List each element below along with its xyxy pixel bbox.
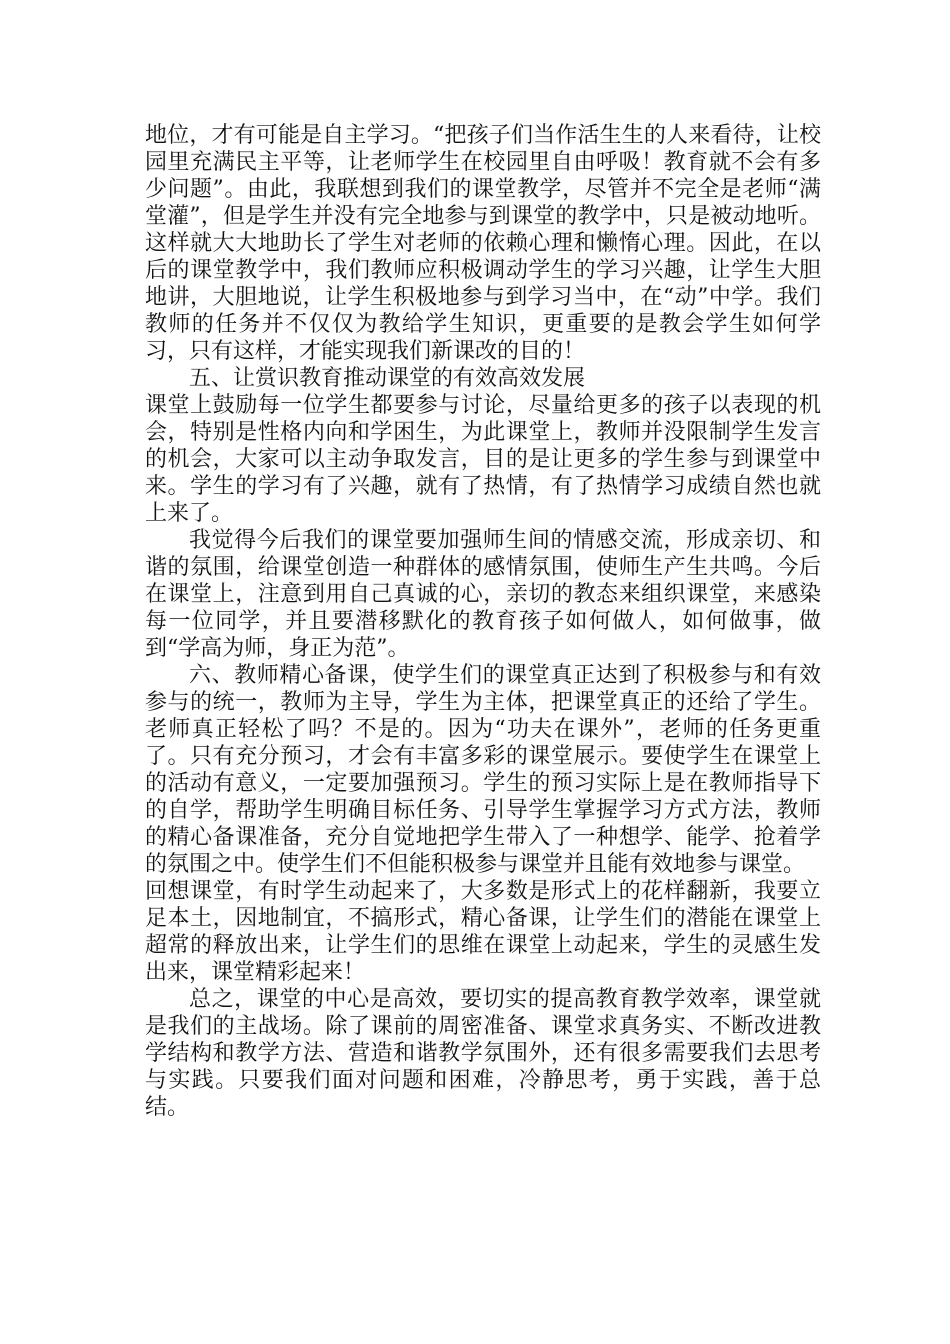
paragraph-emotional-exchange: 我觉得今后我们的课堂要加强师生间的情感交流，形成亲切、和谐的氛围，给课堂创造一种群体的感情氛围，使师生产生共鸣。今后在课堂上，注意到用自己真诚的心，亲切的教态来组织课堂，来感染每一位同学，并且要潜移默化的教育孩子如何做人，如何做事，做到“学高为师，身正为范”。	[145, 528, 821, 661]
paragraph-conclusion: 总之，课堂的中心是高效，要切实的提高教育教学效率，课堂就是我们的主战场。除了课前的周密准备、课堂求真务实、不断改进教学结构和教学方法、营造和谐教学氛围外，还有很多需要我们去思考与实践。只要我们面对问题和困难，冷静思考，勇于实践，善于总结。	[145, 987, 821, 1120]
section-paragraph-6: 六、教师精心备课，使学生们的课堂真正达到了积极参与和有效参与的统一，教师为主导，学生为主体，把课堂真正的还给了学生。老师真正轻松了吗？不是的。因为“功夫在课外”，老师的任务更重了。只有充分预习，才会有丰富多彩的课堂展示。要使学生在课堂上的活动有意义，一定要加强预习。学生的预习实际上是在教师指导下的自学，帮助学生明确目标任务、引导学生掌握学习方式方法，教师的精心备课准备，充分自觉地把学生带入了一种想学、能学、抢着学的氛围之中。使学生们不但能积极参与课堂并且能有效地参与课堂。	[145, 663, 821, 877]
paragraph-encouragement: 课堂上鼓励每一位学生都要参与讨论，尽量给更多的孩子以表现的机会，特别是性格内向和学困生，为此课堂上，教师并没限制学生发言的机会，大家可以主动争取发言，目的是让更多的学生参与到课堂中来。学生的学习有了兴趣，就有了热情，有了热情学习成绩自然也就上来了。	[145, 393, 821, 526]
paragraph-continuation: 地位，才有可能是自主学习。“把孩子们当作活生生的人来看待，让校园里充满民主平等，让老师学生在校园里自由呼吸！教育就不会有多少问题”。由此，我联想到我们的课堂教学，尽管并不完全是老师“满堂灌”，但是学生并没有完全地参与到课堂的教学中，只是被动地听。这样就大大地助长了学生对老师的依赖心理和懒惰心理。因此，在以后的课堂教学中，我们教师应积极调动学生的学习兴趣，让学生大胆地讲，大胆地说，让学生积极地参与到学习当中，在“动”中学。我们教师的任务并不仅仅为教给学生知识，更重要的是教会学生如何学习，只有这样，才能实现我们新课改的目的！	[145, 123, 821, 364]
document-body	[145, 122, 821, 1121]
paragraph-reflection: 回想课堂，有时学生动起来了，大多数是形式上的花样翻新，我要立足本土，因地制宜，不搞形式，精心备课，让学生们的潜能在课堂上超常的释放出来，让学生们的思维在课堂上动起来，学生的灵感生发出来，课堂精彩起来！	[145, 879, 821, 985]
section-heading-5: 五、让赏识教育推动课堂的有效高效发展	[189, 366, 586, 391]
